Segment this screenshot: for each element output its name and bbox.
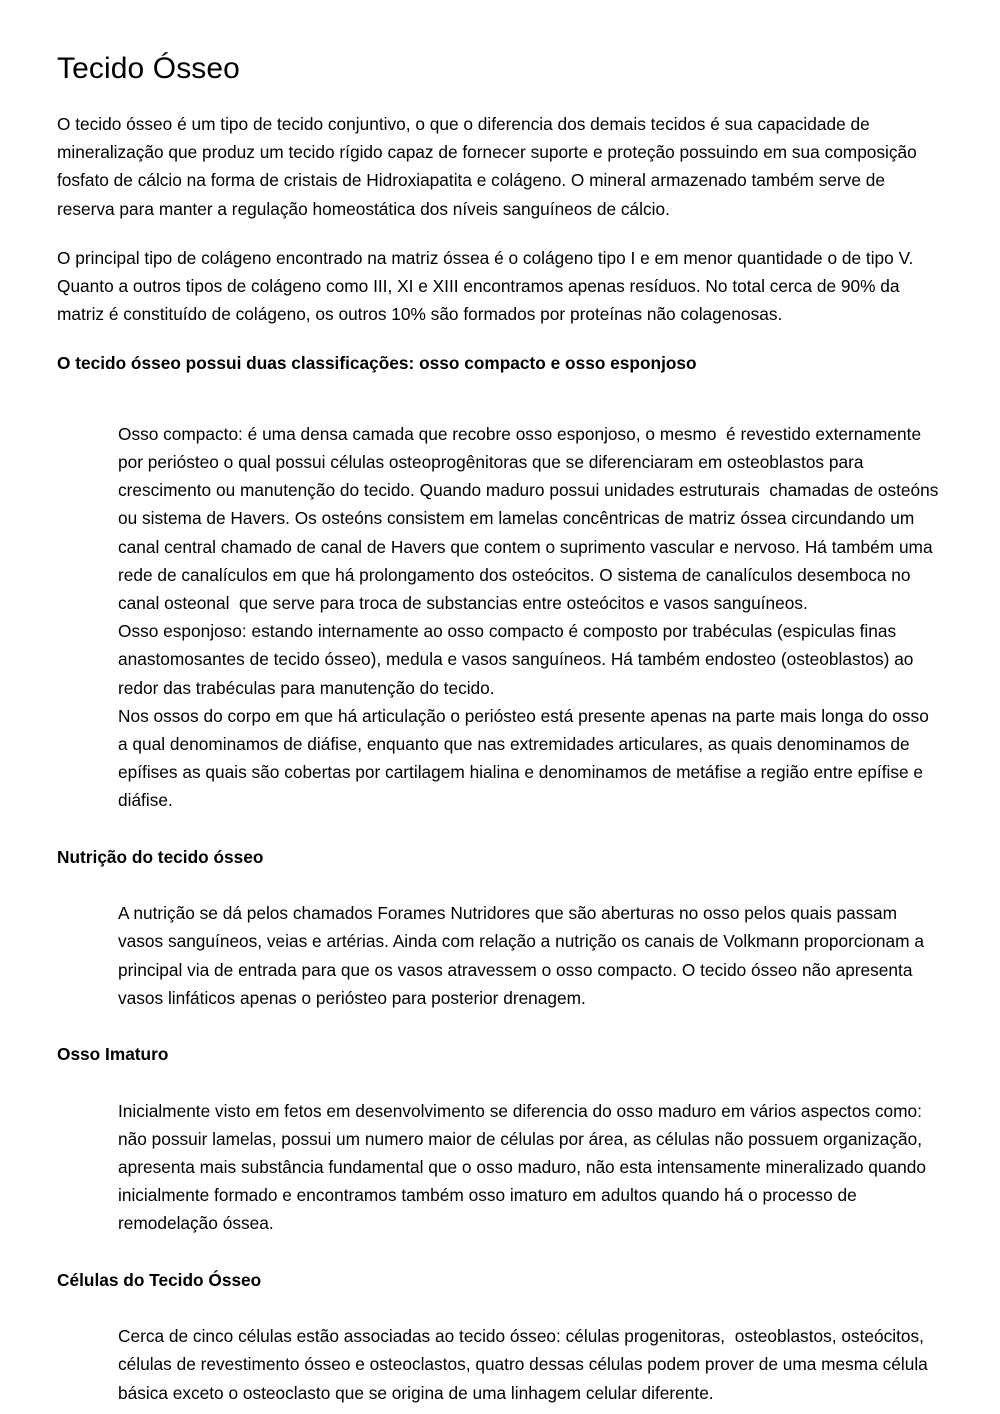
document-body [57,49,943,1407]
spacer [57,1238,943,1266]
paragraph-nutricao: A nutrição se dá pelos chamados Forames Nutridores que são aberturas no osso pelos quais passam vasos sanguíneos, veias e artérias. Ainda com relação a nutrição os canais de Volkmann proporcionam a principal via de entrada para que os vasos atravessem o osso compacto. O tecido ósseo não apresenta vasos linfáticos apenas o periósteo para posterior drenagem. [118,903,929,1008]
spacer [57,815,943,843]
paragraph-celulas: Cerca de cinco células estão associadas ao tecido ósseo: células progenitoras, osteoblastos, osteócitos, células de revestimento ósseo e osteoclastos, quatro dessas células podem prover de uma mesma célula básica exceto o osteoclasto que se origina de uma linhagem celular diferente. [118,1326,933,1403]
spacer [57,378,943,406]
paragraph-osso-compacto: Osso compacto: é uma densa camada que recobre osso esponjoso, o mesmo é revestido externamente por periósteo o qual possui células osteoprogênitoras que se diferenciaram em osteoblastos para crescimento ou manutenção do tecido. Quando maduro possui unidades estruturais chamadas de osteóns ou sistema de Havers. Os osteóns consistem em lamelas concêntricas de matriz óssea circundando um canal central chamado de canal de Havers que contem o suprimento vascular e nervoso. Há também uma rede de canalículos em que há prolongamento dos osteócitos. O sistema de canalículos desemboca no canal osteonal que serve para troca de substancias entre osteócitos e vasos sanguíneos. [118,423,944,614]
heading-osso-imaturo: Osso Imaturo [57,1044,169,1065]
spacer [57,871,943,899]
heading-classificacoes: O tecido ósseo possui duas classificações: osso compacto e osso esponjoso [57,353,697,374]
spacer [57,1068,943,1096]
spacer [57,1012,943,1040]
paragraph-osso-esponjoso: Osso esponjoso: estando internamente ao osso compacto é composto por trabéculas (espiculas finas anastomosantes de tecido ósseo), medula e vasos sanguíneos. Há também endosteo (osteoblastos) ao redor das trabéculas para manutenção do tecido. [118,621,919,698]
heading-celulas: Células do Tecido Ósseo [57,1269,262,1290]
heading-nutricao: Nutrição do tecido ósseo [57,846,264,867]
paragraph-intro-2: O principal tipo de colágeno encontrado na matriz óssea é o colágeno tipo I e em menor quantidade o de tipo V. Quanto a outros tipos de colágeno como III, XI e XIII encontramos apenas resíduos. No total cerca de 90% da matriz é constituído de colágeno, os outros 10% são formados por proteínas não colagenosas. [57,247,919,325]
paragraph-intro-1: O tecido ósseo é um tipo de tecido conjuntivo, o que o diferencia dos demais tecidos é sua capacidade de mineralização que produz um tecido rígido capaz de fornecer suporte e proteção possuindo em sua composição fosfato de cálcio na forma de cristais de Hidroxiapatita e colágeno. O mineral armazenado também serve de reserva para manter a regulação homeostática dos níveis sanguíneos de cálcio. [57,114,922,219]
spacer [57,406,943,420]
paragraph-osso-imaturo: Inicialmente visto em fetos em desenvolvimento se diferencia do osso maduro em vários aspectos como: não possuir lamelas, possui um numero maior de células por área, as células não possuem organização, apresenta mais substância fundamental que o osso maduro, não esta intensamente mineralizado quando inicialmente formado e encontramos também osso imaturo em adultos quando há o processo de remodelação óssea. [118,1100,931,1234]
paragraph-articulacao: Nos ossos do corpo em que há articulação o periósteo está presente apenas na parte mais longa do osso a qual denominamos de diáfise, enquanto que nas extremidades articulares, as quais denominamos de epífises as quais são cobertas por cartilagem hialina e denominamos de metáfise a região entre epífise e diáfise. [118,705,934,811]
spacer [57,1294,943,1322]
page-title: Tecido Ósseo [57,52,240,85]
